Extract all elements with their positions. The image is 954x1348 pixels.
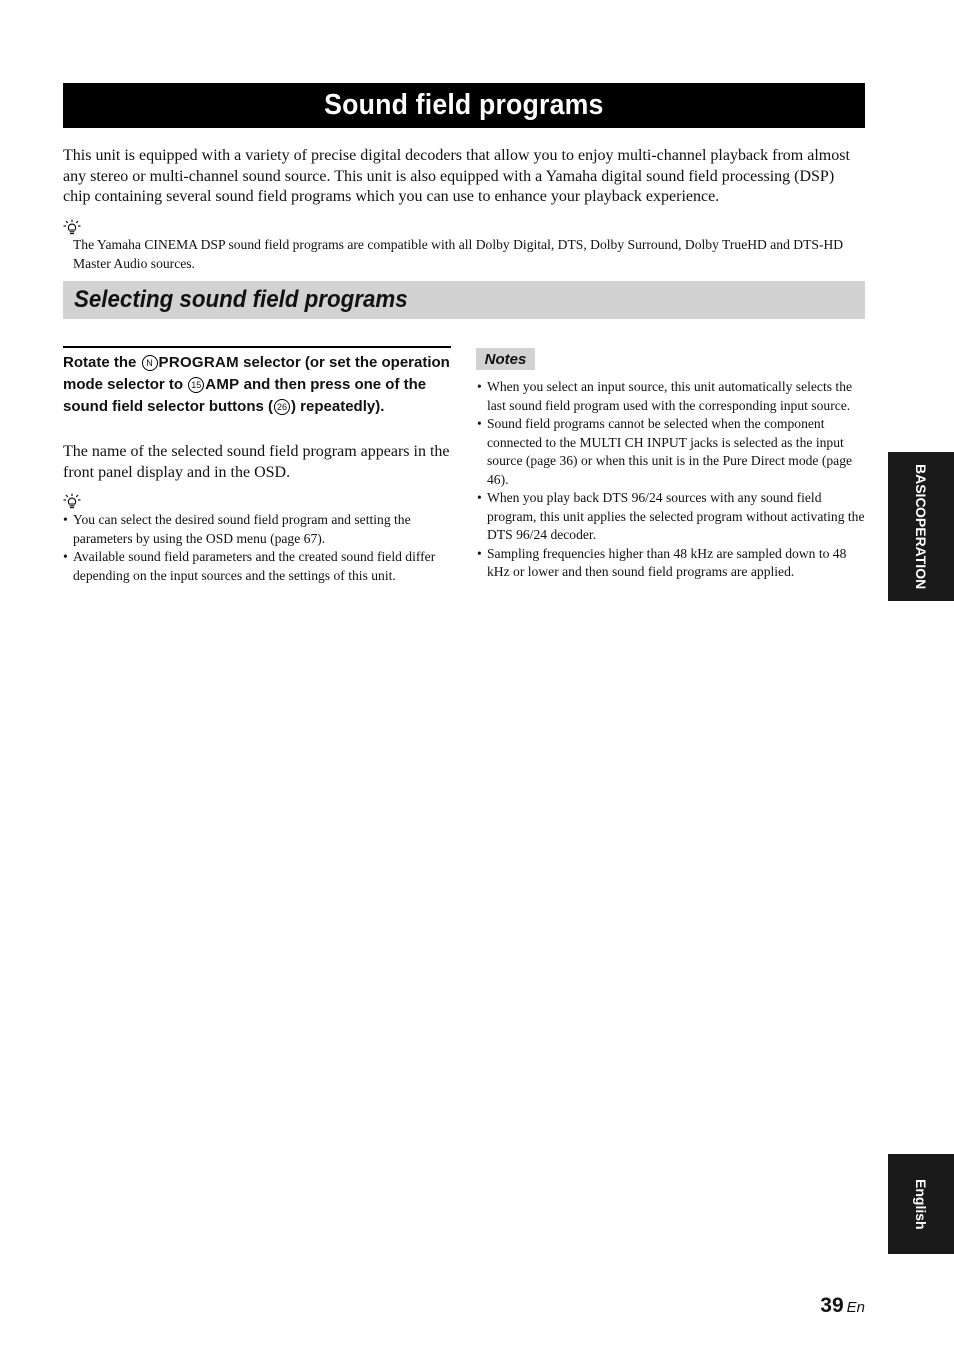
section-heading-bar xyxy=(63,281,865,319)
page-number xyxy=(820,1294,865,1318)
list-item: • You can select the desired sound field program and setting the parameters by using the OSD menu (page 67). xyxy=(63,511,451,548)
step-text-1: Rotate the xyxy=(63,354,141,371)
intro-paragraph: This unit is equipped with a variety of precise digital decoders that allow you to enjoy multi-channel playback from almost any stereo or multi-channel sound source. This unit is also equipped with a Yamaha digital sound field processing (DSP) chip containing several sound field programs which you can use to enhance your playback experience. xyxy=(63,147,850,205)
notes-label: Notes xyxy=(476,348,535,370)
circled-26-marker: 26 xyxy=(274,399,290,415)
intro-hint-text: The Yamaha CINEMA DSP sound field programs are compatible with all Dolby Digital, DTS, Dolby Surround, Dolby TrueHD and DTS-HD Master Audio sources. xyxy=(73,237,844,271)
step-description: The name of the selected sound field program appears in the front panel display and in the OSD. xyxy=(63,443,450,481)
page-number-value: 39 xyxy=(820,1294,844,1317)
side-tab-english-label: English xyxy=(913,1178,929,1230)
list-item: • Sound field programs cannot be selected when the component connected to the MULTI CH INPUT jacks is selected as the input source (page 36) or when this unit is in the Pure Direct mode (page 46). xyxy=(477,415,865,489)
circled-n-marker: N xyxy=(142,355,158,371)
list-item: • When you select an input source, this unit automatically selects the last sound field program used with the corresponding input source. xyxy=(477,378,865,415)
page-language: En xyxy=(846,1299,865,1316)
page-title-bar xyxy=(63,83,865,128)
circled-15-marker: 15 xyxy=(188,377,204,393)
side-tab-basic-line1: BASIC xyxy=(913,463,929,508)
notes-list xyxy=(477,378,865,582)
side-tab-basic-operation xyxy=(888,452,954,601)
list-item: • Sampling frequencies higher than 48 kHz are sampled down to 48 kHz or lower and then sound field programs are applied. xyxy=(477,545,865,582)
step-instruction xyxy=(63,352,455,418)
side-tab-basic-line2: OPERATION xyxy=(913,507,929,590)
section-heading: Selecting sound field programs xyxy=(74,286,408,313)
side-tab-english xyxy=(888,1154,954,1254)
step-text-2: selector (or set the operation mode selector to xyxy=(63,354,450,393)
program-key-label: PROGRAM xyxy=(158,354,239,371)
step-divider xyxy=(63,346,451,348)
step-text-3: and then press one of the sound field selector buttons ( xyxy=(63,376,427,415)
step-text-4: ) repeatedly). xyxy=(291,398,385,415)
step-hint-list xyxy=(63,511,451,585)
page-title: Sound field programs xyxy=(324,89,604,121)
lightbulb-hint-icon xyxy=(63,219,81,235)
lightbulb-hint-icon xyxy=(63,493,81,509)
amp-key-label: AMP xyxy=(205,376,240,393)
list-item: • When you play back DTS 96/24 sources with any sound field program, this unit applies the selected program without activating the DTS 96/24 decoder. xyxy=(477,489,865,545)
list-item: • Available sound field parameters and the created sound field differ depending on the input sources and the settings of this unit. xyxy=(63,548,451,585)
